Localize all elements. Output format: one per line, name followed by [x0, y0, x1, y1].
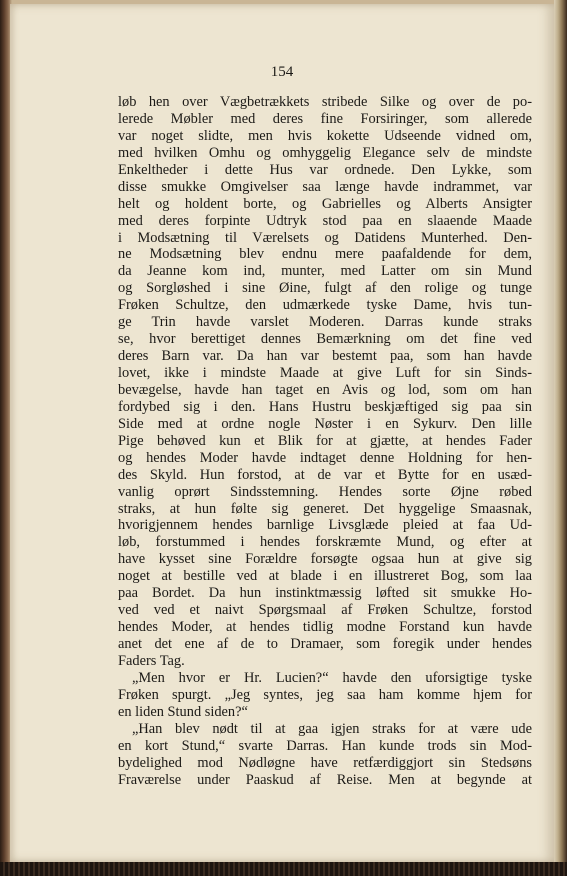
text-line: i Modsætning til Værelsets og Datidens Munterhed. Den-	[118, 229, 532, 246]
text-line: „Han blev nødt til at gaa igjen straks for at være ude	[132, 720, 532, 737]
text-line: hvorigjennem hendes barnlige Livsglæde pleied at faa Ud-	[118, 517, 532, 534]
text-line: løb hen over Vægbetrækkets stribede Silke og over de po-	[118, 94, 532, 110]
text-line: Side med at ordne nogle Nøster i en Sykurv. Den lille	[118, 415, 532, 432]
text-line: paa Bordet. Da hun instinktmæssig løfted sit smukke Ho-	[118, 585, 532, 602]
text-line: deres Barn var. Da han var bestemt paa, som han havde	[118, 348, 532, 365]
text-line: da Jeanne kom ind, munter, med Latter om sin Mund	[118, 263, 532, 280]
text-line: helt og holdent borte, og Gabrielles og Alberts Ansigter	[118, 195, 532, 212]
body-text	[118, 94, 532, 788]
text-line: straks, at hun følte sig generet. Det hyggelige Smaasnak,	[118, 500, 532, 517]
book-spine-edge	[0, 862, 567, 876]
text-line: ne Modsætning blev endnu mere paafaldende for dem,	[118, 246, 532, 263]
text-line: have kysset sine Forældre forsøgte ogsaa hun at give sig	[118, 551, 532, 568]
book-page	[10, 4, 554, 862]
text-line: løb, forstummed i hendes forskræmte Mund, og efter at	[118, 534, 532, 551]
text-line: Faders Tag.	[118, 652, 185, 669]
text-line: og Sorgløshed i sine Øine, fulgt af den rolige og tunge	[118, 280, 532, 297]
text-line: „Men hvor er Hr. Lucien?“ havde den uforsigtige tyske	[132, 669, 532, 686]
page-number: 154	[270, 64, 294, 80]
text-line: og hendes Moder havde indtaget denne Holdning for hen-	[118, 449, 532, 466]
text-line: en kort Stund,“ svarte Darras. Han kunde trods sin Mod-	[118, 737, 532, 754]
text-line: se, hvor berettiget dennes Bemærkning om det fine ved	[118, 331, 532, 348]
text-line: fordybed sig i den. Hans Hustru beskjæftiged sig paa sin	[118, 398, 532, 415]
text-line: bevægelse, havde han taget en Avis og lod, som om han	[118, 381, 532, 398]
text-line: noget at bestille ved at blade i en illustreret Bog, som laa	[118, 568, 532, 585]
text-line: bydelighed mod Nødløgne have retfærdiggjort sin Stedsøns	[118, 754, 532, 771]
text-line: hendes Moder, at hendes tidlig modne Forstand kun havde	[118, 619, 532, 636]
text-line: Fraværelse under Paaskud af Reise. Men at begynde at	[118, 771, 532, 788]
page-edge	[554, 0, 567, 876]
text-line: des Skyld. Hun forstod, at de var et Bytte for en usæd-	[118, 466, 532, 483]
text-line: en liden Stund siden?“	[118, 703, 248, 720]
text-line: lovet, ikke i mindste Maade at give Luft for sin Sinds-	[118, 365, 532, 381]
text-line: med hvilken Omhu og omhyggelig Elegance selv de mindste	[118, 144, 532, 161]
text-line: ved ved et naivt Spørgsmaal af Frøken Schultze, forstod	[118, 602, 532, 619]
text-line: disse smukke Omgivelser saa længe havde indrammet, var	[118, 178, 532, 195]
text-line: var noget slidte, men hvis kokette Udseende vidned om,	[118, 127, 532, 144]
text-line: Enkeltheder i dette Hus var ordnede. Den Lykke, som	[118, 161, 532, 178]
text-line: Pige behøved kun et Blik for at gjætte, at hendes Fader	[118, 432, 532, 449]
text-line: lerede Møbler med deres fine Forsiringer, som allerede	[118, 110, 532, 127]
text-line: vanlig oprørt Sindsstemning. Hendes sorte Øjne røbed	[118, 483, 532, 500]
text-line: Frøken spurgt. „Jeg syntes, jeg saa ham komme hjem for	[118, 686, 532, 703]
text-line: ge Trin havde varslet Moderen. Darras kunde straks	[118, 314, 532, 331]
text-line: med deres forpinte Udtryk stod paa en slaaende Maade	[118, 212, 532, 229]
text-line: anet det ene af de to Dramaer, som foregik under hendes	[118, 636, 532, 652]
text-line: Frøken Schultze, den udmærkede tyske Dame, hvis tun-	[118, 297, 532, 314]
